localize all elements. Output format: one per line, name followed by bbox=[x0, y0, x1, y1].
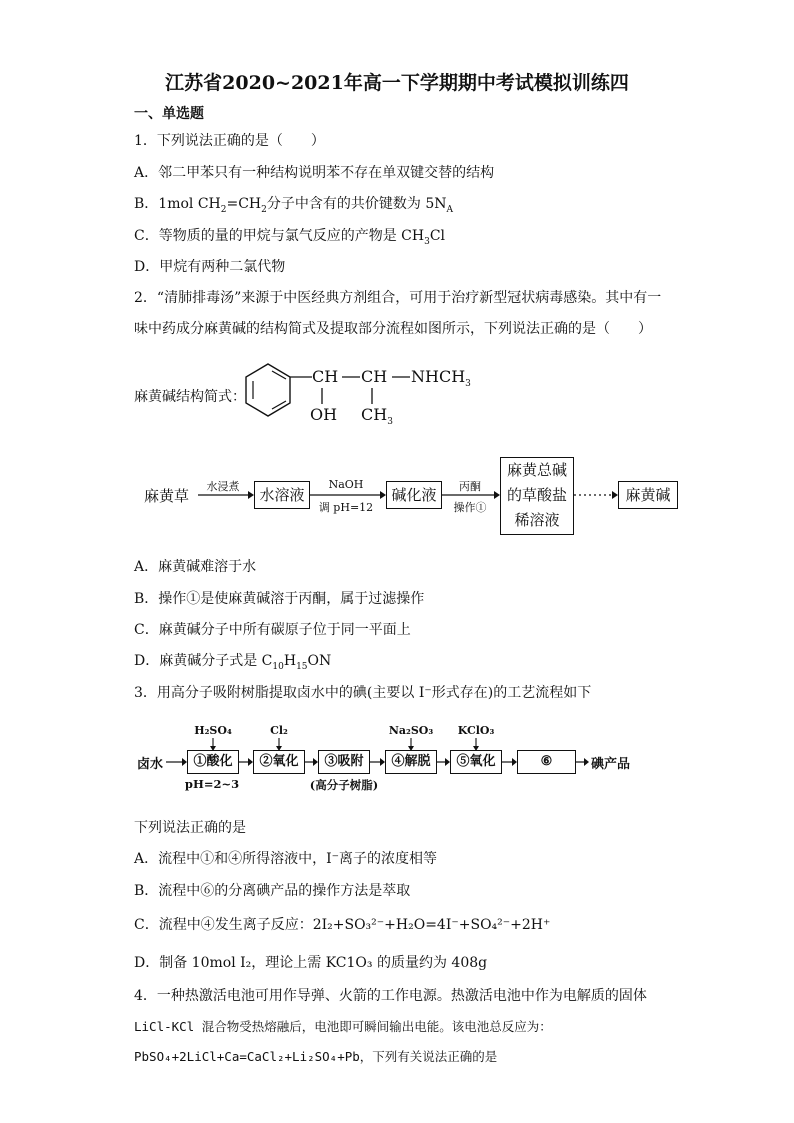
atom-ch3: $CH_3$ bbox=[361, 405, 393, 428]
q2-option-a: A．麻黄碱难溶于水 bbox=[134, 559, 257, 575]
flow-box-alkali-solution: 碱化液 bbox=[386, 481, 442, 509]
flow-box-oxalate: 麻黄总碱 的草酸盐 稀溶液 bbox=[500, 457, 574, 535]
step-adsorb: ③吸附 bbox=[318, 750, 370, 774]
step-oxidize-1: ②氧化 bbox=[253, 750, 305, 774]
reagent-na2so3: Na₂SO₃ bbox=[388, 724, 434, 737]
flow-label-step1: 水浸煮 bbox=[206, 480, 240, 493]
q3-option-b: B．流程中⑥的分离碘产品的操作方法是萃取 bbox=[134, 883, 411, 899]
atom-oh: OH bbox=[310, 405, 338, 424]
q1-stem: 1．下列说法正确的是（ ） bbox=[134, 133, 325, 149]
step-acidify: ①酸化 bbox=[187, 750, 239, 774]
q3-after: 下列说法正确的是 bbox=[134, 820, 246, 836]
q2-option-d: D．麻黄碱分子式是 $C_{10}H_{15}ON$ bbox=[134, 653, 332, 672]
flow2-end: 碘产品 bbox=[591, 757, 631, 772]
q4-line2: LiCl-KCl 混合物受热熔融后，电池即可瞬间输出电能。该电池总反应为： bbox=[134, 1019, 552, 1034]
q4-line1: 4．一种热激活电池可用作导弹、火箭的工作电源。热激活电池中作为电解质的固体 bbox=[134, 988, 647, 1004]
structure-label: 麻黄碱结构简式： bbox=[134, 389, 246, 405]
flow-arrowhead bbox=[584, 758, 589, 766]
q1-option-c: C．等物质的量的甲烷与氯气反应的产物是 $CH_3Cl$ bbox=[134, 228, 446, 247]
q3-option-d: D．制备 10mol I₂，理论上需 KC1O₃ 的质量约为 408g bbox=[134, 955, 488, 971]
ring-double-bond bbox=[272, 401, 286, 409]
page-title: 江苏省2020~2021年高一下学期期中考试模拟训练四 bbox=[165, 72, 629, 94]
flow-label-operation1: 操作① bbox=[453, 501, 487, 514]
step-oxidize-2: ⑤氧化 bbox=[450, 750, 502, 774]
q1-option-b: B．1mol $CH_2=CH_2$分子中含有的共价键数为 $5N_A$ bbox=[134, 196, 453, 215]
q2-option-b: B．操作①是使麻黄碱溶于丙酮，属于过滤操作 bbox=[134, 591, 425, 607]
note-resin: (高分子树脂) bbox=[309, 778, 379, 792]
note-ph: pH=2~3 bbox=[184, 777, 240, 791]
flow-label-ph: 调 pH=12 bbox=[318, 501, 374, 514]
ring-double-bond bbox=[272, 371, 286, 379]
atom-ch-1: CH bbox=[312, 367, 339, 386]
q1-option-d: D．甲烷有两种二氯代物 bbox=[134, 259, 286, 275]
reagent-kclo3: KClO₃ bbox=[457, 724, 495, 737]
flow-box-ephedrine: 麻黄碱 bbox=[618, 481, 678, 509]
q3-option-a: A．流程中①和④所得溶液中，I⁻离子的浓度相等 bbox=[134, 851, 438, 867]
step-desorb: ④解脱 bbox=[385, 750, 437, 774]
q2-stem-line2: 味中药成分麻黄碱的结构简式及提取部分流程如图所示，下列说法正确的是（ ） bbox=[134, 321, 652, 337]
atom-ch-2: CH bbox=[361, 367, 388, 386]
q3-option-c: C．流程中④发生离子反应：2I₂+SO₃²⁻+H₂O=4I⁻+SO₄²⁻+2H⁺ bbox=[134, 917, 551, 933]
q1-option-a: A．邻二甲苯只有一种结构说明苯不存在单双键交替的结构 bbox=[134, 165, 495, 181]
flow-label-naoh: NaOH bbox=[328, 478, 364, 491]
flow2-start: 卤水 bbox=[137, 757, 164, 772]
flow-box-water-solution: 水溶液 bbox=[254, 481, 310, 509]
q2-stem-line1: 2．“清肺排毒汤”来源于中医经典方剂组合，可用于治疗新型冠状病毒感染。其中有一 bbox=[134, 290, 662, 306]
q3-stem: 3．用高分子吸附树脂提取卤水中的碘(主要以 I⁻形式存在)的工艺流程如下 bbox=[134, 685, 592, 701]
q2-option-c: C．麻黄碱分子中所有碳原子位于同一平面上 bbox=[134, 622, 411, 638]
reagent-cl2: Cl₂ bbox=[270, 724, 288, 737]
atom-nhch3: $NHCH_3$ bbox=[411, 367, 471, 390]
step-6: ⑥ bbox=[517, 750, 576, 774]
section-heading: 一、单选题 bbox=[134, 106, 204, 122]
reagent-h2so4: H₂SO₄ bbox=[194, 724, 232, 737]
flow-start: 麻黄草 bbox=[144, 487, 190, 505]
flow-label-acetone: 丙酮 bbox=[459, 480, 481, 493]
q4-line3: PbSO₄+2LiCl+Ca=CaCl₂+Li₂SO₄+Pb，下列有关说法正确的是 bbox=[134, 1049, 498, 1064]
